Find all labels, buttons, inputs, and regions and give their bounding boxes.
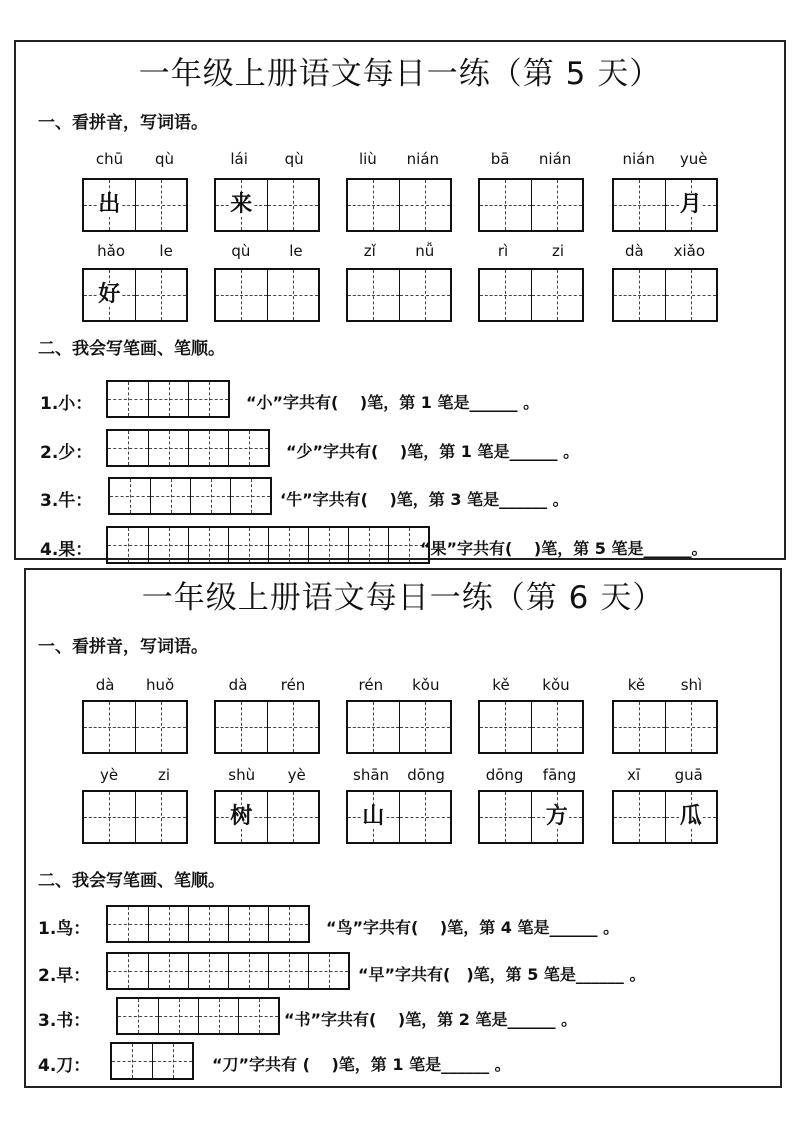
- tianzige-box[interactable]: [346, 700, 452, 754]
- writing-cell[interactable]: [531, 702, 583, 752]
- pinyin-syllable: nián: [538, 150, 572, 168]
- stroke-cell[interactable]: [110, 479, 150, 513]
- worksheet-day6: [24, 568, 782, 1088]
- stroke-question: “早”字共有( )笔，第 5 笔是______ 。: [358, 965, 646, 984]
- pinyin-syllable: bā: [490, 150, 510, 168]
- writing-cell[interactable]: [84, 270, 135, 320]
- writing-cell[interactable]: [480, 270, 531, 320]
- pinyin-label: [344, 676, 454, 694]
- stroke-cell[interactable]: [268, 954, 308, 988]
- stroke-question: “少”字共有( )笔，第 1 笔是______ 。: [286, 442, 580, 461]
- writing-cell[interactable]: [348, 180, 399, 230]
- stroke-cell[interactable]: [188, 382, 228, 416]
- pinyin-label: [476, 150, 586, 168]
- stroke-order-grid[interactable]: [106, 526, 430, 564]
- writing-cell[interactable]: [348, 702, 399, 752]
- stroke-cell[interactable]: [148, 382, 188, 416]
- pinyin-label: [610, 150, 720, 168]
- stroke-char-label: 4.果：: [40, 540, 93, 560]
- stroke-order-grid[interactable]: [106, 380, 230, 418]
- stroke-order-grid[interactable]: [110, 1042, 194, 1080]
- pinyin-label: [610, 242, 720, 260]
- stroke-cell[interactable]: [188, 528, 228, 562]
- stroke-cell[interactable]: [308, 954, 348, 988]
- writing-cell[interactable]: [135, 270, 187, 320]
- writing-cell[interactable]: [267, 702, 319, 752]
- writing-cell[interactable]: [614, 792, 665, 842]
- pinyin-label: [344, 150, 454, 168]
- writing-cell[interactable]: [84, 180, 135, 230]
- given-character: 月: [679, 192, 702, 217]
- stroke-cell[interactable]: [148, 431, 188, 465]
- stroke-cell[interactable]: [108, 907, 148, 941]
- given-character: 出: [98, 192, 121, 217]
- pinyin-syllable: kě: [627, 676, 646, 694]
- stroke-cell[interactable]: [188, 907, 228, 941]
- pinyin-label: [80, 766, 190, 784]
- stroke-order-grid[interactable]: [106, 429, 270, 467]
- pinyin-syllable: kě: [492, 676, 510, 694]
- pinyin-syllable: liù: [358, 150, 377, 168]
- pinyin-syllable: kǒu: [542, 676, 570, 694]
- pinyin-syllable: nǚ: [415, 242, 435, 260]
- stroke-cell[interactable]: [268, 907, 308, 941]
- tianzige-box[interactable]: [612, 268, 718, 322]
- pinyin-label: [212, 150, 322, 168]
- section-pinyin-heading: 一、看拼音，写词语。: [38, 637, 208, 657]
- writing-cell[interactable]: [531, 270, 583, 320]
- stroke-order-grid[interactable]: [108, 477, 272, 515]
- writing-cell[interactable]: [665, 792, 717, 842]
- stroke-cell[interactable]: [108, 954, 148, 988]
- pinyin-syllable: qù: [284, 150, 304, 168]
- worksheet-title: 一年级上册语文每日一练（第 5 天）: [138, 56, 662, 92]
- pinyin-syllable: huǒ: [146, 676, 175, 694]
- given-character: 来: [230, 192, 253, 217]
- writing-cell[interactable]: [348, 270, 399, 320]
- tianzige-box[interactable]: [346, 178, 452, 232]
- writing-cell[interactable]: [480, 702, 531, 752]
- stroke-char-label: 2.少：: [40, 443, 93, 463]
- tianzige-box[interactable]: [82, 268, 188, 322]
- stroke-cell[interactable]: [112, 1044, 152, 1078]
- worksheet-day5: [14, 40, 786, 560]
- writing-cell[interactable]: [531, 792, 583, 842]
- writing-cell[interactable]: [84, 702, 135, 752]
- stroke-cell[interactable]: [148, 954, 188, 988]
- pinyin-syllable: qù: [231, 242, 251, 260]
- writing-cell[interactable]: [480, 180, 531, 230]
- stroke-cell[interactable]: [108, 528, 148, 562]
- pinyin-label: [80, 150, 190, 168]
- tianzige-box[interactable]: [82, 178, 188, 232]
- stroke-cell[interactable]: [238, 999, 278, 1033]
- pinyin-syllable: dōng: [485, 766, 524, 784]
- stroke-cell[interactable]: [148, 907, 188, 941]
- pinyin-label: [476, 242, 586, 260]
- pinyin-syllable: kǒu: [412, 676, 440, 694]
- pinyin-syllable: yè: [99, 766, 119, 784]
- stroke-order-grid[interactable]: [106, 905, 310, 943]
- pinyin-label: [476, 766, 586, 784]
- stroke-cell[interactable]: [198, 999, 238, 1033]
- stroke-order-grid[interactable]: [106, 952, 350, 990]
- stroke-cell[interactable]: [108, 382, 148, 416]
- writing-cell[interactable]: [216, 270, 267, 320]
- pinyin-syllable: nián: [622, 150, 655, 168]
- stroke-cell[interactable]: [228, 431, 268, 465]
- tianzige-box[interactable]: [346, 268, 452, 322]
- tianzige-box[interactable]: [214, 268, 320, 322]
- tianzige-box[interactable]: [478, 790, 584, 844]
- stroke-cell[interactable]: [152, 1044, 192, 1078]
- writing-cell[interactable]: [348, 792, 399, 842]
- writing-cell[interactable]: [399, 180, 451, 230]
- pinyin-syllable: shù: [228, 766, 256, 784]
- pinyin-syllable: guā: [674, 766, 703, 784]
- writing-cell[interactable]: [665, 702, 717, 752]
- tianzige-box[interactable]: [214, 700, 320, 754]
- pinyin-syllable: hǎo: [97, 242, 126, 260]
- tianzige-box[interactable]: [214, 178, 320, 232]
- given-character: 树: [230, 804, 253, 829]
- pinyin-syllable: zi: [552, 242, 565, 260]
- stroke-question: “鸟”字共有( )笔，第 4 笔是______ 。: [326, 918, 620, 937]
- tianzige-box[interactable]: [612, 700, 718, 754]
- stroke-question: “刀”字共有 ( )笔，第 1 笔是______ 。: [212, 1055, 511, 1074]
- stroke-cell[interactable]: [188, 431, 228, 465]
- stroke-cell[interactable]: [190, 479, 230, 513]
- pinyin-syllable: xiǎo: [673, 242, 706, 260]
- pinyin-syllable: rì: [497, 242, 509, 260]
- stroke-char-label: 2.早：: [38, 966, 91, 986]
- pinyin-syllable: xī: [627, 766, 641, 784]
- writing-cell[interactable]: [399, 702, 451, 752]
- given-character: 山: [362, 804, 385, 829]
- writing-cell[interactable]: [135, 792, 187, 842]
- stroke-char-label: 3.书：: [38, 1011, 91, 1031]
- stroke-cell[interactable]: [228, 528, 268, 562]
- tianzige-box[interactable]: [478, 178, 584, 232]
- pinyin-label: [344, 766, 454, 784]
- writing-cell[interactable]: [135, 180, 187, 230]
- given-character: 瓜: [679, 804, 702, 829]
- pinyin-syllable: chū: [95, 150, 124, 168]
- tianzige-box[interactable]: [82, 700, 188, 754]
- stroke-cell[interactable]: [158, 999, 198, 1033]
- writing-cell[interactable]: [84, 792, 135, 842]
- pinyin-syllable: dà: [228, 676, 248, 694]
- pinyin-syllable: zǐ: [363, 242, 376, 260]
- writing-cell[interactable]: [614, 180, 665, 230]
- pinyin-label: [344, 242, 454, 260]
- section-strokes-heading: 二、我会写笔画、笔顺。: [38, 339, 225, 359]
- stroke-cell[interactable]: [118, 999, 158, 1033]
- tianzige-box[interactable]: [612, 790, 718, 844]
- stroke-char-label: 3.牛：: [40, 491, 93, 511]
- pinyin-syllable: dà: [95, 676, 115, 694]
- pinyin-syllable: rén: [280, 676, 306, 694]
- pinyin-syllable: zi: [157, 766, 171, 784]
- pinyin-syllable: yè: [287, 766, 306, 784]
- stroke-cell[interactable]: [188, 954, 228, 988]
- pinyin-syllable: qù: [155, 150, 175, 168]
- stroke-cell[interactable]: [148, 528, 188, 562]
- pinyin-syllable: le: [159, 242, 173, 260]
- pinyin-label: [80, 242, 190, 260]
- writing-cell[interactable]: [216, 180, 267, 230]
- section-pinyin-heading: 一、看拼音，写词语。: [38, 113, 208, 133]
- given-character: 方: [545, 804, 568, 829]
- stroke-cell[interactable]: [268, 528, 308, 562]
- writing-cell[interactable]: [399, 270, 451, 320]
- stroke-cell[interactable]: [348, 528, 388, 562]
- tianzige-box[interactable]: [214, 790, 320, 844]
- writing-cell[interactable]: [267, 180, 319, 230]
- stroke-question: ‘牛”字共有( )笔，第 3 笔是______ 。: [280, 490, 569, 509]
- stroke-cell[interactable]: [150, 479, 190, 513]
- writing-cell[interactable]: [216, 792, 267, 842]
- worksheet-title: 一年级上册语文每日一练（第 6 天）: [141, 580, 665, 616]
- stroke-cell[interactable]: [228, 954, 268, 988]
- writing-cell[interactable]: [614, 702, 665, 752]
- pinyin-syllable: le: [289, 242, 303, 260]
- stroke-cell[interactable]: [108, 431, 148, 465]
- writing-cell[interactable]: [480, 792, 531, 842]
- pinyin-syllable: shì: [680, 676, 703, 694]
- tianzige-box[interactable]: [346, 790, 452, 844]
- pinyin-syllable: dōng: [407, 766, 445, 784]
- pinyin-label: [212, 242, 322, 260]
- section-strokes-heading: 二、我会写笔画、笔顺。: [38, 871, 225, 891]
- tianzige-box[interactable]: [82, 790, 188, 844]
- pinyin-label: [212, 766, 322, 784]
- stroke-question: “书”字共有( )笔，第 2 笔是______ 。: [284, 1010, 578, 1029]
- pinyin-syllable: shān: [353, 766, 390, 784]
- stroke-cell[interactable]: [308, 528, 348, 562]
- pinyin-label: [476, 676, 586, 694]
- pinyin-syllable: rén: [358, 676, 384, 694]
- pinyin-label: [610, 766, 720, 784]
- pinyin-syllable: lái: [230, 150, 248, 168]
- writing-cell[interactable]: [531, 180, 583, 230]
- writing-cell[interactable]: [665, 270, 717, 320]
- writing-cell[interactable]: [614, 270, 665, 320]
- pinyin-syllable: fāng: [542, 766, 577, 784]
- writing-cell[interactable]: [216, 702, 267, 752]
- writing-cell[interactable]: [399, 792, 451, 842]
- stroke-char-label: 4.刀：: [38, 1056, 91, 1076]
- pinyin-label: [212, 676, 322, 694]
- writing-cell[interactable]: [267, 270, 319, 320]
- stroke-char-label: 1.小：: [40, 394, 93, 414]
- tianzige-box[interactable]: [612, 178, 718, 232]
- stroke-order-grid[interactable]: [116, 997, 280, 1035]
- stroke-question: “小”字共有( )笔，第 1 笔是______ 。: [246, 393, 540, 412]
- pinyin-label: [610, 676, 720, 694]
- writing-cell[interactable]: [267, 792, 319, 842]
- pinyin-label: [80, 676, 190, 694]
- tianzige-box[interactable]: [478, 700, 584, 754]
- stroke-cell[interactable]: [230, 479, 270, 513]
- given-character: 好: [98, 282, 121, 307]
- stroke-char-label: 1.鸟：: [38, 919, 91, 939]
- writing-cell[interactable]: [135, 702, 187, 752]
- writing-cell[interactable]: [665, 180, 717, 230]
- pinyin-syllable: dà: [624, 242, 644, 260]
- tianzige-box[interactable]: [478, 268, 584, 322]
- pinyin-syllable: yuè: [679, 150, 708, 168]
- stroke-question: “果”字共有( )笔，第 5 笔是______。: [420, 539, 708, 558]
- stroke-cell[interactable]: [228, 907, 268, 941]
- pinyin-syllable: nián: [406, 150, 440, 168]
